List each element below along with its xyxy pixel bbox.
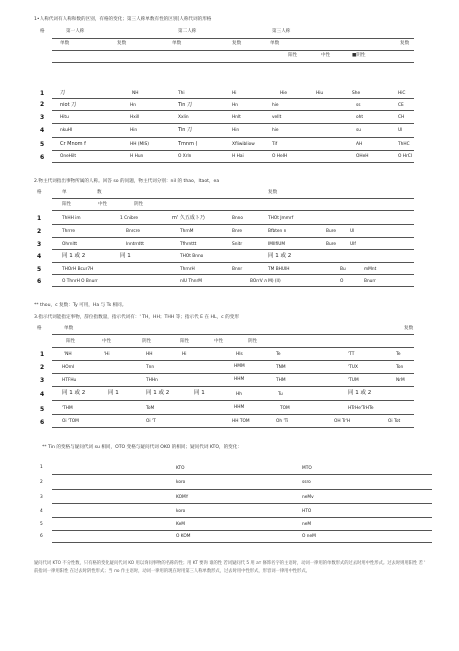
- s2-cell: TM BHUIH: [268, 267, 290, 272]
- s1-cell: su: [356, 128, 361, 133]
- s1-row-number: 1: [40, 90, 45, 97]
- s3-cell: TNM: [276, 365, 286, 370]
- s4-cell: HTO: [302, 509, 312, 514]
- s4-cell: KeM: [176, 522, 185, 527]
- s3-cell: 'TUX: [348, 365, 358, 370]
- s3-cell: ToM: [146, 406, 155, 411]
- s3-cell: Hi: [182, 352, 187, 357]
- s2-cell: Ulf: [350, 242, 356, 247]
- s1-cell: Tin 刀: [178, 127, 193, 133]
- s3-cell: HH: [146, 352, 153, 357]
- s2-cell: ThrnrH: [180, 267, 195, 272]
- s3-cell: 同 1: [194, 390, 205, 396]
- section-3-title: 3.指示代词能指定事物，辞位指数量，指示代词有：' TH，HH；THH 等；指示代 E 在 HL，c 的变形: [34, 315, 239, 320]
- s1-row-number: 2: [40, 101, 45, 108]
- s3-cell: 'TT: [348, 352, 355, 357]
- s1-sub-header: 复数: [400, 41, 410, 46]
- s1-cell: OHeH: [356, 154, 369, 159]
- s4-row-number: 5: [40, 522, 43, 527]
- s1-gender-header: ■阴性: [352, 53, 366, 58]
- s3-cell: 'TUM: [348, 378, 359, 383]
- s3-cell: Tnn: [146, 365, 155, 370]
- s2-cell: Thrrre: [62, 229, 76, 234]
- s2-gender-header: 中性: [98, 202, 108, 207]
- s2-header-singular: 单: [62, 190, 67, 195]
- s2-cell: Snitr: [232, 242, 243, 247]
- s4-cell: KOMY: [176, 495, 189, 500]
- s3-cell: THM: [276, 378, 286, 383]
- s2-cell: THOrH Bcur7H: [62, 267, 94, 272]
- s3-cell: Te: [276, 352, 281, 357]
- s3-cell: OH Tr'H: [334, 419, 351, 424]
- s3-gender-header: 阳性: [180, 339, 190, 344]
- s3-cell: Tu: [278, 392, 283, 397]
- s1-cell: H Hai: [232, 154, 244, 159]
- s2-gender-header: 阴性: [134, 202, 144, 207]
- s2-cell: O: [340, 279, 344, 284]
- s1-cell: Hitu: [60, 115, 69, 120]
- s1-sub-header: 复数: [232, 41, 242, 46]
- s3-header-singular: 单数: [64, 326, 74, 331]
- s3-row-number: 4: [40, 391, 45, 398]
- s2-cell: Bnre: [232, 229, 242, 234]
- s3-cell: 同 1 或 2: [62, 390, 86, 396]
- s2-row-number: 5: [37, 266, 42, 273]
- s2-gender-header: 阳性: [62, 202, 72, 207]
- s3-cell: HOrnI: [62, 365, 75, 370]
- s2-cell: ThHH im: [62, 216, 81, 221]
- s2-cell: Bfbten n: [268, 229, 287, 234]
- s1-cell: CE: [398, 103, 404, 108]
- s2-row-number: 3: [37, 241, 42, 248]
- s4-paragraph: 疑问代词 KTO 不分性数，只有格的变化疑问代词 KO 用以询问事物的名称的性；用 KT 要询 谁的性 若词疑问代 5 用 ат 修饰名字的主语时，动词一律用的单数形式的过去时用中性形式。过去时则用阳性 若 ' 前指词一律用阳性 在过去时阴性形式；当 по 作主语时，动词一律用的现在时用第三人称单数形式，过去时用中性形式，形容词一律用中性形式。: [34, 561, 426, 574]
- s3-cell: HHM: [234, 405, 245, 410]
- s1-cell: hie: [272, 128, 279, 133]
- s2-header-plural: 复数: [268, 190, 278, 195]
- s1-cell: nkuHI: [60, 128, 73, 133]
- s3-cell: HHM: [234, 377, 245, 382]
- section-4-title: ** Tin 的变格与疑问代词 su 相同，OTO 变格与疑问代词 OKO 的相同；疑问代词 KTO，的变化：: [42, 445, 242, 450]
- s1-cell: AH: [356, 142, 363, 147]
- s3-cell: Oh 'Ti: [276, 419, 289, 424]
- s2-header-number: 数: [97, 190, 102, 195]
- s1-cell: Tin 刀: [178, 102, 193, 108]
- s1-cell: Tif: [272, 142, 278, 147]
- s3-cell: HMM: [234, 364, 245, 369]
- s3-row-number: 6: [40, 419, 45, 426]
- s1-cell: She: [352, 91, 361, 96]
- s4-cell: MTO: [302, 466, 312, 471]
- s2-row-number: 4: [37, 253, 42, 260]
- s3-gender-header: 阴性: [248, 339, 258, 344]
- s1-cell: vellt: [272, 115, 282, 120]
- s1-cell: NH: [132, 91, 139, 96]
- s2-row-number: 1: [37, 215, 42, 222]
- s1-cell: H Hun: [130, 154, 144, 159]
- s1-cell: Xfliwibliow: [232, 142, 255, 147]
- s1-cell: Thi: [178, 91, 185, 96]
- s1-row-number: 4: [40, 127, 45, 134]
- s1-cell: OneHilt: [60, 154, 77, 159]
- s1-cell: O Xrln: [178, 154, 192, 159]
- s3-cell: Oi Tot: [388, 419, 401, 424]
- s1-cell: Hin: [130, 128, 138, 133]
- s4-cell: O neM: [302, 534, 316, 539]
- s1-cell: ThHC: [398, 142, 410, 147]
- s1-header-first-person: 第一人称: [66, 29, 85, 34]
- s2-row-number: 6: [37, 278, 42, 285]
- s3-cell: 同 1 或 2: [146, 390, 170, 396]
- section-1-title: 1•人称代词有人称和数的区别，有格的变化；第三人称单数有性的区别[人称代词的形格: [34, 17, 212, 22]
- s2-header-case: 格: [37, 190, 42, 195]
- s2-cell: mMnt: [364, 267, 377, 272]
- s4-cell: neM: [302, 522, 312, 527]
- s3-cell: THHn: [146, 378, 158, 383]
- s1-cell: Hnlt: [232, 115, 241, 120]
- s2-cell: ThrnM: [180, 229, 194, 234]
- s2-cell: THOt Jmmrf: [268, 216, 294, 221]
- s3-header-case: 格: [37, 326, 42, 331]
- s4-row-number: 2: [40, 480, 43, 485]
- s1-header-third-person: 第三人称: [272, 29, 291, 34]
- s1-cell: CH: [398, 115, 405, 120]
- s1-cell: O HeIH: [272, 154, 288, 159]
- s1-sub-header: 单数: [270, 41, 280, 46]
- s4-row-number: 4: [40, 509, 43, 514]
- s2-cell: 1 Cnibre: [120, 216, 139, 221]
- s1-cell: ss: [356, 103, 361, 108]
- s1-row-number: 3: [40, 114, 45, 121]
- s2-note: ** thou，c 复数：Ty 可用，Ha 与 Ts 相同。: [34, 303, 127, 308]
- s2-cell: Ohrnltt: [62, 242, 78, 247]
- s3-gender-header: 中性: [214, 339, 224, 344]
- s4-cell: ssro: [302, 480, 311, 485]
- s2-cell: Bure: [326, 229, 336, 234]
- s2-cell: 同 1: [120, 253, 131, 259]
- s2-cell: Tfhrnttt: [180, 242, 197, 247]
- s4-row-number: 3: [40, 495, 43, 500]
- s3-cell: HTFHu: [62, 378, 77, 383]
- s3-cell: HTrHe'TrHTe: [348, 406, 374, 411]
- s3-cell: Oi 'TOM: [62, 419, 79, 424]
- s2-cell: Ul: [350, 229, 355, 234]
- section-2-title: 2.物主代词指出事物所属的人称。回答 so 的问题，物主代词分别：nil 的 thao，ltaot，ea: [34, 179, 220, 184]
- s2-cell: O ThnrH O Bnurr: [62, 279, 98, 284]
- s1-cell: HiC: [398, 91, 406, 96]
- s1-sub-header: 单数: [60, 41, 70, 46]
- s4-row-number: 6: [40, 534, 43, 539]
- s1-header-second-person: 第二人称: [178, 29, 197, 34]
- s3-cell: 'NH: [64, 352, 72, 357]
- s1-cell: Ul: [398, 128, 403, 133]
- s1-sub-header: 复数: [117, 41, 127, 46]
- s2-row-number: 2: [37, 228, 42, 235]
- s3-cell: 'THM: [62, 406, 73, 411]
- s3-gender-header: 阳性: [66, 339, 76, 344]
- s1-header-case: 格: [40, 29, 45, 34]
- s3-gender-header: 阴性: [142, 339, 152, 344]
- s1-cell: HH (MIS): [130, 142, 149, 147]
- s2-cell: nlU ThnrM: [180, 279, 202, 284]
- s1-cell: Hn: [232, 103, 238, 108]
- s3-cell: TOM: [280, 406, 290, 411]
- s2-cell: Bnrcre: [126, 229, 141, 234]
- s4-cell: koro: [176, 480, 186, 485]
- s1-row-number: 5: [40, 141, 45, 148]
- s1-cell: Tmnm (: [178, 141, 198, 147]
- s3-cell: Oi 'T: [146, 419, 156, 424]
- s2-cell: Bnno: [232, 216, 244, 221]
- s2-cell: IMIIfiUM: [268, 242, 286, 247]
- s2-cell: 同 1 或 2: [62, 253, 86, 259]
- s2-cell: Bnurr: [364, 279, 376, 284]
- s3-gender-header: 中性: [102, 339, 112, 344]
- s3-cell: HIs: [236, 352, 243, 357]
- s1-cell: Hiu: [316, 91, 324, 96]
- s3-header-plural: 复数: [404, 326, 414, 331]
- s2-cell: m' 久五成ト乃: [172, 215, 205, 221]
- s2-cell: Bnnr: [232, 267, 243, 272]
- s4-cell: KTO: [176, 466, 185, 471]
- s1-cell: hie: [272, 103, 279, 108]
- s1-cell: Xxlin: [178, 115, 189, 120]
- s1-cell: 刀: [60, 90, 66, 96]
- s3-row-number: 1: [40, 351, 45, 358]
- s1-cell: Hie: [280, 91, 288, 96]
- s3-cell: 'Hi: [104, 352, 110, 357]
- s2-cell: THOt Bnno: [180, 254, 204, 259]
- s1-sub-header: 单数: [172, 41, 182, 46]
- s2-cell: 同 1 或 2: [268, 253, 292, 259]
- s3-cell: 同 1 或 2: [348, 390, 372, 396]
- s4-row-number: 1: [40, 465, 43, 470]
- s2-cell: BOrrV л M) (ll): [250, 279, 281, 284]
- s1-cell: O HrCI: [398, 154, 413, 159]
- s1-cell: Hi: [232, 91, 237, 96]
- s4-cell: koro: [176, 509, 186, 514]
- s1-cell: Hin: [232, 128, 240, 133]
- s4-cell: neMv: [302, 495, 314, 500]
- s3-cell: HH TOM: [232, 419, 250, 424]
- s1-cell: Hn: [130, 103, 136, 108]
- s3-row-number: 3: [40, 377, 45, 384]
- s1-cell: Hxill: [130, 115, 140, 120]
- s3-cell: 同 1: [108, 390, 119, 396]
- s2-cell: Inntrrdtt: [126, 242, 144, 247]
- s1-cell: niot 刀: [60, 102, 77, 108]
- s2-cell: Bure: [326, 242, 336, 247]
- s2-cell: Bu: [340, 267, 346, 272]
- s1-cell: Cr Mnom f: [60, 141, 86, 147]
- s4-cell: O KOM: [176, 534, 191, 539]
- s3-cell: NrM: [396, 378, 405, 383]
- s3-cell: Hh: [236, 392, 242, 397]
- s1-cell: oht: [356, 115, 364, 120]
- s1-row-number: 6: [40, 154, 45, 161]
- s3-row-number: 2: [40, 364, 45, 371]
- s1-gender-header: 阳性: [288, 53, 298, 58]
- s3-cell: Ton: [396, 365, 404, 370]
- s1-gender-header: 中性: [321, 53, 331, 58]
- s3-row-number: 5: [40, 406, 45, 413]
- s3-cell: Te: [396, 352, 401, 357]
